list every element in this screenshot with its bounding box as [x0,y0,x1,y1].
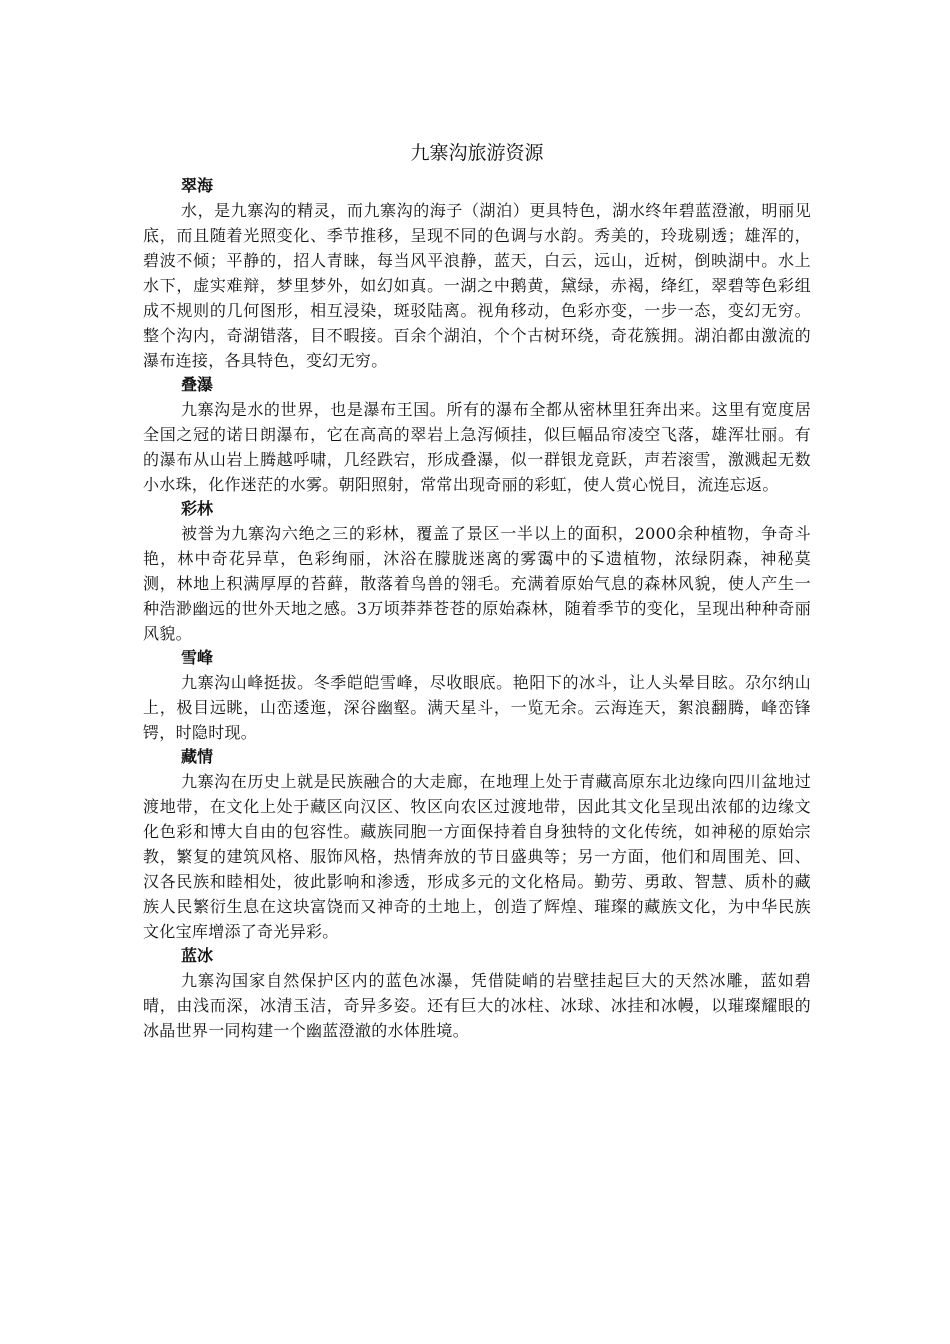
section-lanbing [143,944,811,1043]
section-body: 九寨沟在历史上就是民族融合的大走廊，在地理上处于青藏高原东北边缘向四川盆地过渡地带，在文化上处于藏区向汉区、牧区向农区过渡地带，因此其文化呈现出浓郁的边缘文化色彩和博大自由的包容性。藏族同胞一方面保持着自身独特的文化传统，如神秘的原始宗教，繁复的建筑风格、服饰风格，热情奔放的节日盛典等；另一方面，他们和周围羌、回、汉各民族和睦相处，彼此影响和渗透，形成多元的文化格局。勤劳、勇敢、智慧、质朴的藏族人民繁衍生息在这块富饶而又神奇的土地上，创造了辉煌、璀璨的藏族文化，为中华民族文化宝库增添了奇光异彩。 [143,772,811,941]
section-body: 九寨沟山峰挺拔。冬季皑皑雪峰，尽收眼底。艳阳下的冰斗，让人头晕目眩。尕尔纳山上，极目远眺，山峦逶迤，深谷幽壑。满天星斗，一览无余。云海连天，絮浪翻腾，峰峦锋锷，时隐时现。 [143,673,811,742]
section-heading: 藏情 [181,747,214,766]
section-heading: 翠海 [181,176,214,195]
section-body: 九寨沟国家自然保护区内的蓝色冰瀑，凭借陡峭的岩壁挂起巨大的天然冰雕，蓝如碧晴，由浅而深，冰清玉洁，奇异多姿。还有巨大的冰柱、冰球、冰挂和冰幔，以璀璨耀眼的冰晶世界一同构建一个幽蓝澄澈的水体胜境。 [143,971,811,1040]
section-heading: 蓝冰 [181,946,214,965]
section-body: 被誉为九寨沟六绝之三的彩林，覆盖了景区一半以上的面积，2000余种植物，争奇斗艳，林中奇花异草，色彩绚丽，沐浴在朦胧迷离的雾霭中的孓遗植物，浓绿阴森，神秘莫测，林地上积满厚厚的苔藓，散落着鸟兽的翎毛。充满着原始气息的森林风貌，使人产生一种浩渺幽远的世外天地之感。3万顷莽莽苍苍的原始森林，随着季节的变化，呈现出种种奇丽风貌。 [143,524,811,643]
section-cailin [143,497,811,646]
section-heading: 雪峰 [181,648,214,667]
section-zangqing [143,745,811,944]
section-xuefeng [143,646,811,745]
section-cuihai [143,174,811,373]
section-heading: 彩林 [181,499,214,518]
document-title: 九寨沟旅游资源 [410,142,544,164]
section-body: 九寨沟是水的世界，也是瀑布王国。所有的瀑布全都从密林里狂奔出来。这里有宽度居全国之冠的诺日朗瀑布，它在高高的翠岩上急泻倾挂，似巨幅品帘凌空飞落，雄浑壮丽。有的瀑布从山岩上腾越呼啸，几经跌宕，形成叠瀑，似一群银龙竟跃，声若滚雪，激溅起无数小水珠，化作迷茫的水雾。朝阳照射，常常出现奇丽的彩虹，使人赏心悦目，流连忘返。 [143,400,811,494]
document-content [143,140,811,1043]
section-body: 水，是九寨沟的精灵，而九寨沟的海子（湖泊）更具特色，湖水终年碧蓝澄澈，明丽见底，而且随着光照变化、季节推移，呈现不同的色调与水韵。秀美的，玲珑剔透；雄浑的，碧波不倾；平静的，招人青睐，每当风平浪静，蓝天，白云，远山，近树，倒映湖中。水上水下，虚实难辩，梦里梦外，如幻如真。一湖之中鹅黄，黛绿，赤褐，绛红，翠碧等色彩组成不规则的几何图形，相互浸染，斑驳陆离。视角移动，色彩亦变，一步一态，变幻无穷。整个沟内，奇湖错落，目不暇接。百余个湖泊，个个古树环绕，奇花簇拥。湖泊都由激流的瀑布连接，各具特色，变幻无穷。 [143,201,811,370]
section-diepu [143,373,811,497]
section-heading: 叠瀑 [181,375,214,394]
